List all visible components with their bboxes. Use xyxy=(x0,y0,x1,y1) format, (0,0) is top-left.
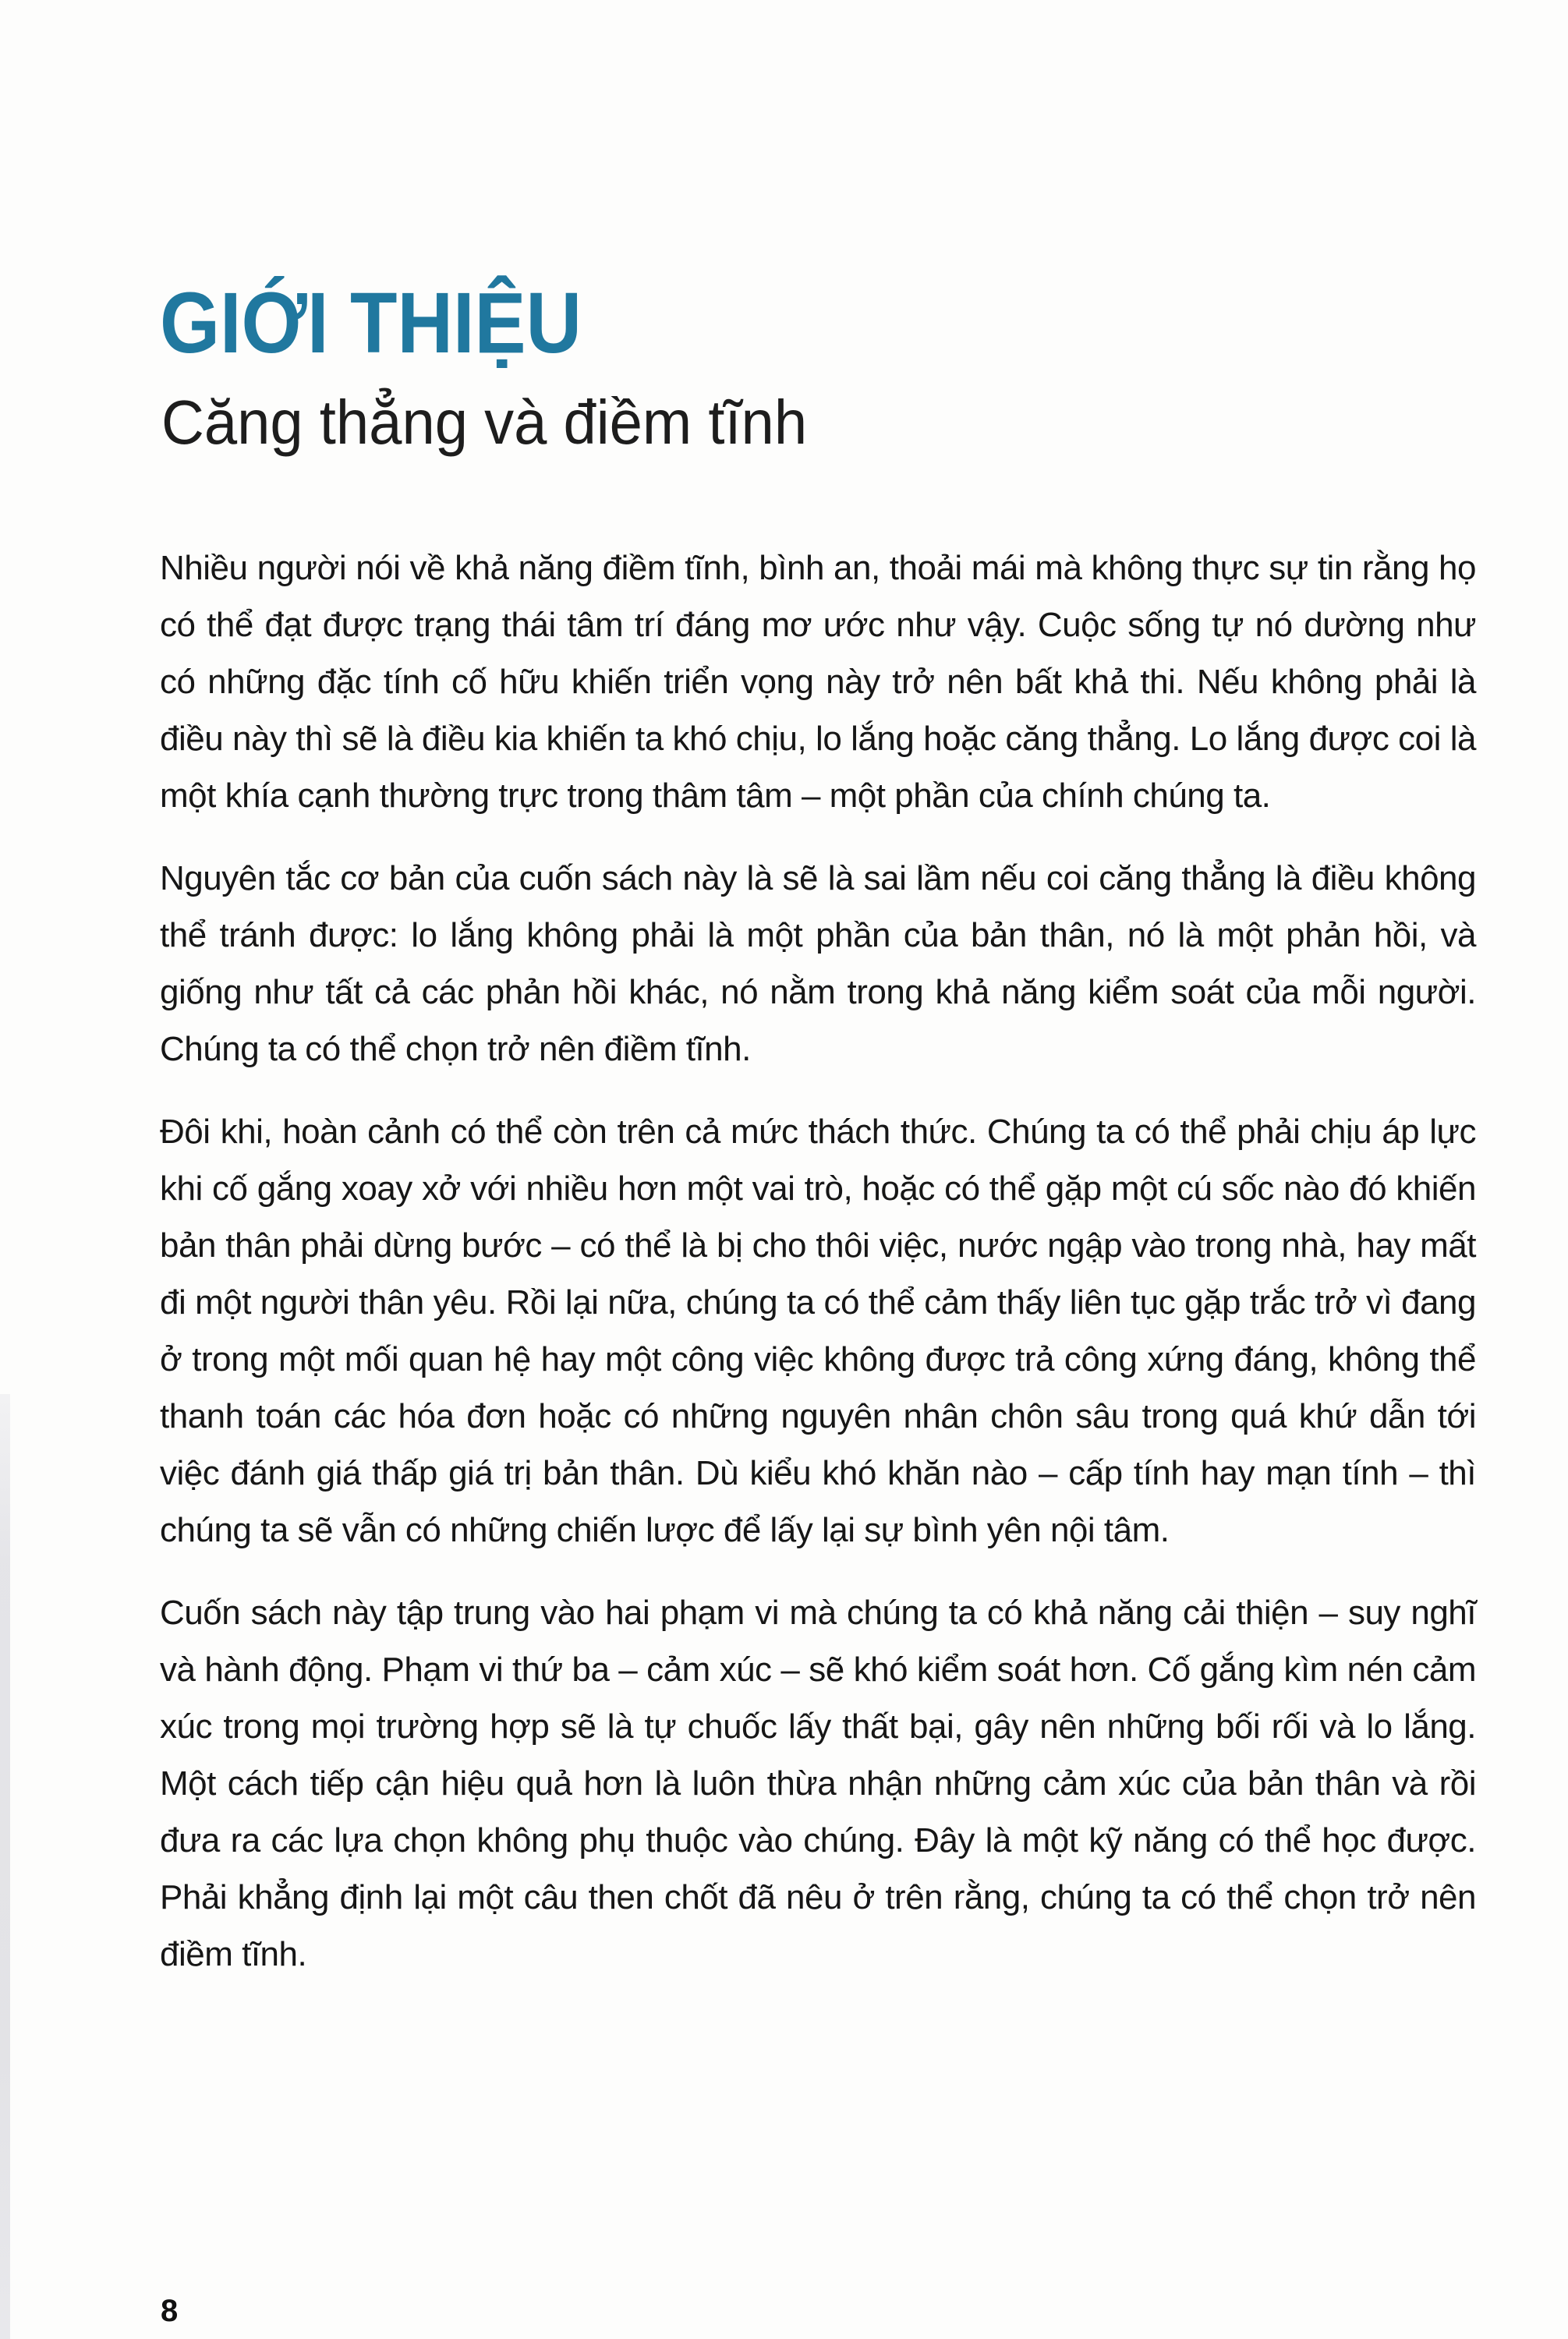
chapter-title: GIỚI THIỆU xyxy=(160,274,582,371)
body-paragraph: Đôi khi, hoàn cảnh có thể còn trên cả mức thách thức. Chúng ta có thể phải chịu áp lực khi cố gắng xoay xở với nhiều hơn một vai trò, hoặc có thể gặp một cú sốc nào đó khiến bản thân phải dừng bước – có thể là bị cho thôi việc, nước ngập vào trong nhà, hay mất đi một người thân yêu. Rồi lại nữa, chúng ta có thể cảm thấy liên tục gặp trắc trở vì đang ở trong một mối quan hệ hay một công việc không được trả công xứng đáng, không thể thanh toán các hóa đơn hoặc có những nguyên nhân chôn sâu trong quá khứ dẫn tới việc đánh giá thấp giá trị bản thân. Dù kiểu khó khăn nào – cấp tính hay mạn tính – thì chúng ta sẽ vẫn có những chiến lược để lấy lại sự bình yên nội tâm. xyxy=(160,1113,1476,1549)
page-number: 8 xyxy=(161,2294,179,2328)
body-paragraph: Nguyên tắc cơ bản của cuốn sách này là sẽ là sai lầm nếu coi căng thẳng là điều không thể tránh được: lo lắng không phải là một phần của bản thân, nó là một phản hồi, và giống như tất cả các phản hồi khác, nó nằm trong khả năng kiểm soát của mỗi người. Chúng ta có thể chọn trở nên điềm tĩnh. xyxy=(160,859,1476,1068)
scan-edge-shadow xyxy=(0,1394,10,2339)
chapter-subtitle: Căng thẳng và điềm tĩnh xyxy=(161,387,808,458)
body-text xyxy=(160,540,1476,2008)
body-paragraph: Cuốn sách này tập trung vào hai phạm vi mà chúng ta có khả năng cải thiện – suy nghĩ và hành động. Phạm vi thứ ba – cảm xúc – sẽ khó kiểm soát hơn. Cố gắng kìm nén cảm xúc trong mọi trường hợp sẽ là tự chuốc lấy thất bại, gây nên những bối rối và lo lắng. Một cách tiếp cận hiệu quả hơn là luôn thừa nhận những cảm xúc của bản thân và rồi đưa ra các lựa chọn không phụ thuộc vào chúng. Đây là một kỹ năng có thể học được. Phải khẳng định lại một câu then chốt đã nêu ở trên rằng, chúng ta có thể chọn trở nên điềm tĩnh. xyxy=(160,1594,1476,1973)
body-paragraph: Nhiều người nói về khả năng điềm tĩnh, bình an, thoải mái mà không thực sự tin rằng họ có thể đạt được trạng thái tâm trí đáng mơ ước như vậy. Cuộc sống tự nó dường như có những đặc tính cố hữu khiến triển vọng này trở nên bất khả thi. Nếu không phải là điều này thì sẽ là điều kia khiến ta khó chịu, lo lắng hoặc căng thẳng. Lo lắng được coi là một khía cạnh thường trực trong thâm tâm – một phần của chính chúng ta. xyxy=(160,549,1476,815)
